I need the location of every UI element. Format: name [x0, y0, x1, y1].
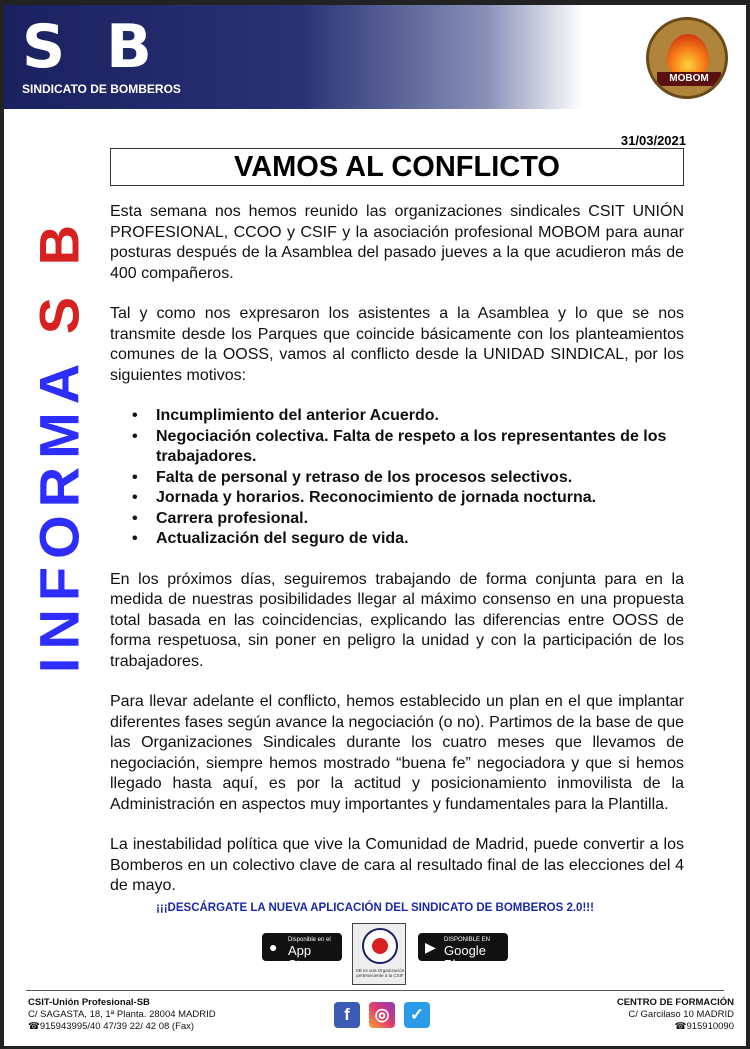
mobom-label: MOBOM — [657, 72, 721, 86]
list-item: • Carrera profesional. — [110, 509, 684, 530]
footer-org: CSIT-Unión Profesional-SB — [28, 997, 150, 1008]
list-item: • Negociación colectiva. Falta de respeto a los representantes de los trabajadores. — [110, 427, 684, 468]
footer-center-address: C/ Garcilaso 10 MADRID — [628, 1009, 734, 1020]
footer-center-name: CENTRO DE FORMACIÓN — [616, 997, 734, 1008]
informa-label: INFORMA — [27, 334, 91, 674]
google-play-small-label: DISPONIBLE EN — [444, 937, 491, 943]
paragraph: Esta semana nos hemos reunido las organizaciones sindicales CSIT UNIÓN PROFESIONAL, CCOO y CSIF y la asociación profesional MOBOM para aunar posturas después de la Asamblea del pasado jueves a la que acudieron más de 400 compañeros. — [110, 203, 684, 282]
play-icon: ▶ — [425, 939, 436, 955]
union-name: SINDICATO DE BOMBEROS — [22, 82, 181, 96]
footer-left — [28, 997, 216, 1033]
informa-sb-vertical — [29, 155, 89, 735]
paragraph: Para llevar adelante el conflicto, hemos establecido un plan en el que implantar diferentes fases según avance la negociación (o no). Partimos de la base de que las Organizaciones Sindicales durante los cuatro meses que llevamos de negociación, siempre hemos mostrado “buena fe” negociadora y que si hemos llegado hasta aquí, es por la actitud y posicionamiento inmovilista de la Administración en aspectos muy importantes y fundamentales para la Plantilla. — [110, 693, 684, 813]
footer-address: C/ SAGASTA, 18, 1ª Planta. 28004 MADRID — [28, 1009, 216, 1020]
footer-divider — [26, 990, 724, 991]
badge-emblem-icon — [362, 928, 398, 964]
facebook-icon[interactable]: f — [334, 1002, 360, 1028]
social-links — [334, 1002, 430, 1030]
app-store-small-label: Disponible en el — [288, 937, 331, 943]
header-banner — [4, 5, 746, 109]
list-item: • Incumplimiento del anterior Acuerdo. — [110, 406, 684, 427]
footer-center-phone: ☎915910090 — [674, 1021, 734, 1032]
badge-caption: SB es una Organización perteneciente a la CSIF — [355, 968, 405, 978]
google-play-button[interactable] — [418, 933, 508, 972]
footer-phone: ☎915943995/40 47/39 22/ 42 08 (Fax) — [28, 1021, 195, 1032]
twitter-icon[interactable]: ✓ — [404, 1002, 430, 1028]
apple-icon: ● — [269, 939, 278, 955]
page — [4, 5, 746, 1046]
list-item: • Jornada y horarios. Reconocimiento de jornada nocturna. — [110, 488, 684, 509]
sb-logo: S B — [22, 12, 162, 82]
google-play-label: Google Play — [444, 943, 486, 972]
document-date: 31/03/2021 — [620, 133, 686, 148]
app-store-button[interactable] — [262, 933, 342, 972]
document-title: VAMOS AL CONFLICTO — [110, 148, 684, 186]
instagram-icon[interactable]: ◎ — [369, 1002, 395, 1028]
footer-right — [617, 997, 734, 1033]
app-store-label: App Store — [288, 943, 320, 972]
mobom-logo — [646, 17, 728, 99]
sb-s-letter: S — [27, 288, 91, 335]
document-body — [110, 202, 684, 917]
sb-b-letter: B — [27, 216, 91, 266]
list-item: • Actualización del seguro de vida. — [110, 529, 684, 550]
paragraph: Tal y como nos expresaron los asistentes a la Asamblea y lo que se nos transmite desde los Parques que coincide básicamente con los planteamientos comunes de la OOSS, vamos al conflicto desde la UNIDAD SINDICAL, por los siguientes motivos: — [110, 305, 684, 384]
paragraph: En los próximos días, seguiremos trabajando de forma conjunta para en la medida de nuestras posibilidades llegar al máximo consenso en una propuesta total basada en las coincidencias, explicando las diferencias entre OOSS de forma respetuosa, sin poner en peligro la unidad y con la participación de los trabajadores. — [110, 570, 684, 670]
download-app-link[interactable]: ¡¡¡DESCÁRGATE LA NUEVA APLICACIÓN DEL SINDICATO DE BOMBEROS 2.0!!! — [156, 902, 594, 914]
list-item: • Falta de personal y retraso de los procesos selectivos. — [110, 468, 684, 489]
csif-badge — [352, 923, 406, 985]
motivos-list — [110, 406, 684, 550]
paragraph: La inestabilidad política que vive la Comunidad de Madrid, puede convertir a los Bomberos en un colectivo clave de cara al resultado final de las elecciones del 4 de mayo. — [110, 836, 684, 894]
